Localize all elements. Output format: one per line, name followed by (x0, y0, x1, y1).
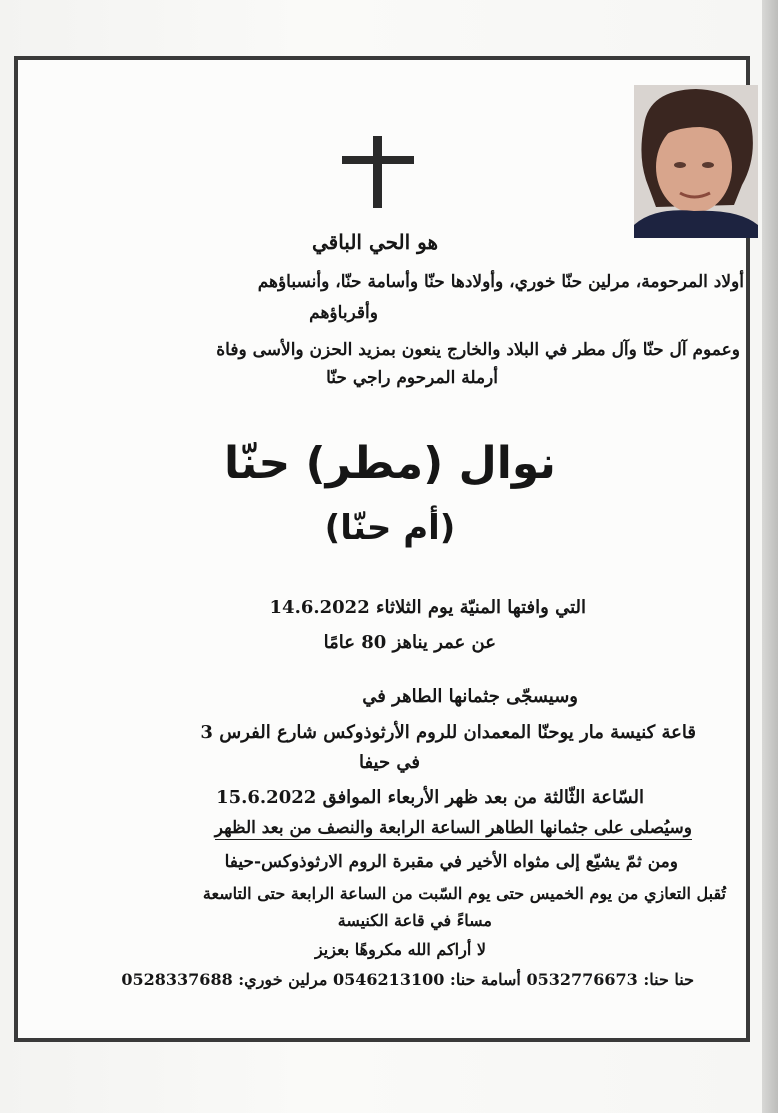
funeral-line-1: وسيسجّى جثمانها الطاهر في (362, 686, 578, 707)
family-line-2: وأقرباؤهم (309, 303, 378, 323)
page-edge-shadow (762, 0, 778, 1113)
deceased-name: نوال (مطر) حنّا (224, 438, 556, 489)
funeral-line-6: ومن ثمّ يشيّع إلى مثواه الأخير في مقبرة الروم الارثوذوكس-حيفا (224, 852, 678, 872)
funeral-line-3: في حيفا (358, 752, 420, 773)
funeral-line-4: السّاعة الثّالثة من بعد ظهر الأربعاء الموافق 15.6.2022 (216, 787, 644, 808)
portrait-photo (634, 85, 758, 238)
contact-numbers: حنا حنا: 0532776673 أسامة حنا: 0546213100 مرلين خوري: 0528337688 (121, 970, 694, 989)
condolences-line-3: لا أراكم الله مكروهًا بعزيز (314, 940, 486, 959)
header-title: هو الحي الباقي (311, 230, 439, 254)
cross-icon (342, 136, 414, 208)
condolences-line-2: مساءً في قاعة الكنيسة (337, 911, 492, 930)
funeral-line-2: قاعة كنيسة مار يوحنّا المعمدان للروم الأرثوذوكس شارع الفرس 3 (200, 722, 696, 743)
family-line-4: أرملة المرحوم راجي حنّا (326, 368, 498, 388)
condolences-line-1: تُقبل التعازي من يوم الخميس حتى يوم السّبت من الساعة الرابعة حتى التاسعة (202, 884, 726, 903)
funeral-line-5: وسيُصلى على جثمانها الطاهر الساعة الرابعة والنصف من بعد الظهر (214, 818, 692, 838)
deceased-nickname: (أم حنّا) (324, 508, 456, 548)
age-line: عن عمر يناهز 80 عامًا (323, 632, 496, 653)
family-line-1: أولاد المرحومة، مرلين حنّا خوري، وأولادها حنّا وأسامة حنّا، وأنسباؤهم (257, 272, 744, 292)
death-date-line: التي وافتها المنيّة يوم الثلاثاء 14.6.2022 (269, 597, 586, 618)
family-line-3: وعموم آل حنّا وآل مطر في البلاد والخارج ينعون بمزيد الحزن والأسى وفاة (216, 340, 740, 360)
